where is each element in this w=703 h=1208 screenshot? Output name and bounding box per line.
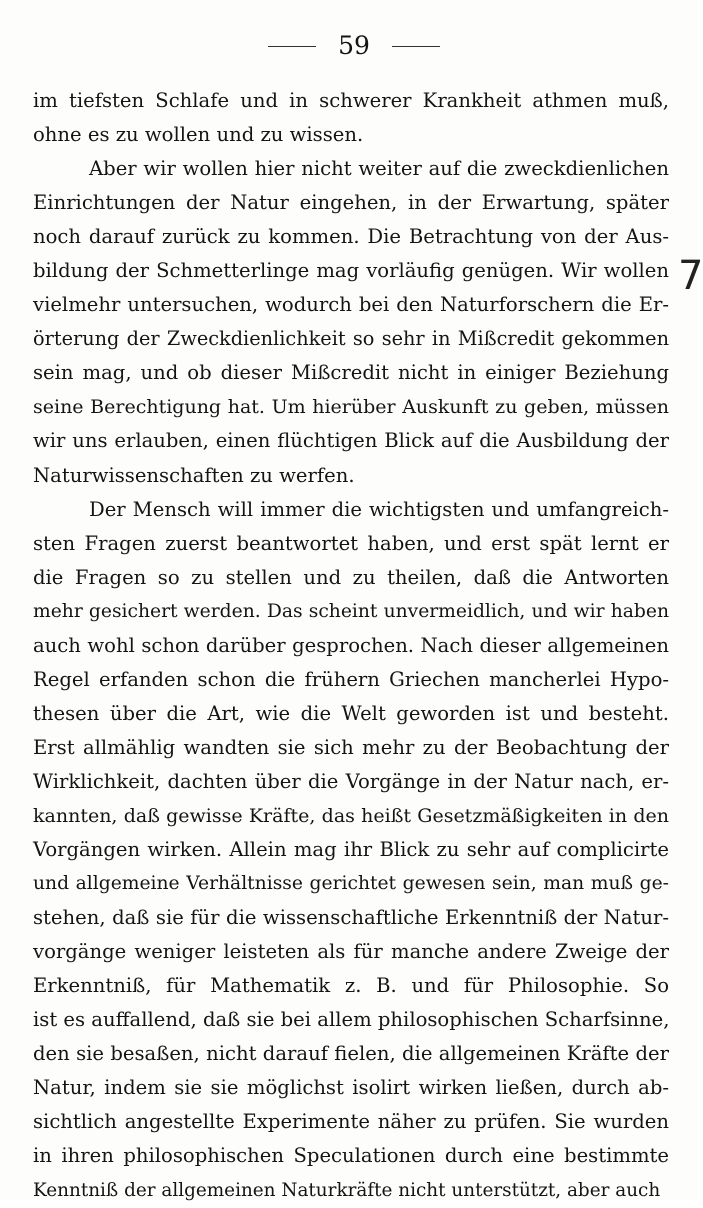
paragraph [33,84,669,152]
text-line: sein mag, und ob dieser Mißcredit nicht in einiger Beziehung [33,361,669,385]
text-line: auch wohl schon darüber gesprochen. Nach dieser allgemeinen [33,633,669,657]
text-line: kannten, daß gewisse Kräfte, das heißt Gesetzmäßigkeiten in den [33,804,669,827]
text-line: Erkenntniß, für Mathematik z. B. und für Philosophie. So [33,974,669,998]
margin-annotation: 7 [678,253,703,299]
paragraph [33,493,669,1208]
text-line: seine Berechtigung hat. Um hierüber Auskunft zu geben, müssen [33,396,669,419]
page-number: 59 [338,31,370,60]
text-line: Naturwissenschaften zu werfen. [33,463,355,487]
text-line: thesen über die Art, wie die Welt geworden ist und besteht. [33,701,669,725]
text-line: in ihren philosophischen Speculationen durch eine bestimmte [33,1144,669,1168]
text-line: vielmehr untersuchen, wodurch bei den Naturforschern die Er- [33,293,669,317]
text-line: wir uns erlauben, einen flüchtigen Blick auf die Ausbildung der [33,429,669,453]
text-line: Natur, indem sie sie möglichst isolirt wirken ließen, durch ab- [33,1076,669,1100]
text-line: sichtlich angestellte Experimente näher zu prüfen. Sie wurden [33,1110,669,1134]
text-line: örterung der Zweckdienlichkeit so sehr in Mißcredit gekommen [33,327,669,351]
text-line: bildung der Schmetterlinge mag vorläufig genügen. Wir wollen [33,259,669,283]
text-line: Regel erfanden schon die frühern Griechen mancherlei Hypo- [33,667,669,691]
text-line: Wirklichkeit, dachten über die Vorgänge in der Natur nach, er- [33,769,669,793]
paragraph [33,152,669,492]
body-text [33,84,669,1208]
text-line: ist es auffallend, daß sie bei allem philosophischen Scharfsinne, [33,1008,670,1032]
text-line: Der Mensch will immer die wichtigsten und umfangreich- [89,497,669,521]
text-line: die Fragen so zu stellen und zu theilen, daß die Antworten [33,565,669,589]
text-line: und allgemeine Verhältnisse gerichtet gewesen sein, man muß ge- [33,873,669,895]
text-line: ohne es zu wollen und zu wissen. [33,123,364,147]
text-line: Aber wir wollen hier nicht weiter auf die zweckdienlichen [89,157,669,181]
text-line: Einrichtungen der Natur eingehen, in der Erwartung, später [33,191,669,215]
page-header [0,30,697,66]
text-line: noch darauf zurück zu kommen. Die Betrachtung von der Aus- [33,225,669,249]
header-rule-right [392,46,440,47]
text-line: Vorgängen wirken. Allein mag ihr Blick zu sehr auf complicirte [33,838,669,862]
header-rule-left [268,46,316,47]
text-line: sten Fragen zuerst beantwortet haben, und erst spät lernt er [33,531,669,555]
text-line: im tiefsten Schlafe und in schwerer Krankheit athmen muß, [33,89,669,112]
text-line: vorgänge weniger leisteten als für manche andere Zweige der [33,940,669,964]
text-line: den sie besaßen, nicht darauf fielen, die allgemeinen Kräfte der [33,1042,669,1066]
text-line: stehen, daß sie für die wissenschaftliche Erkenntniß der Natur- [33,906,669,930]
text-line: Erst allmählig wandten sie sich mehr zu der Beobachtung der [33,735,669,759]
text-line: Kenntniß der allgemeinen Naturkräfte nicht unterstützt, aber auch [33,1179,661,1201]
text-line: mehr gesichert werden. Das scheint unvermeidlich, und wir haben [33,600,669,622]
